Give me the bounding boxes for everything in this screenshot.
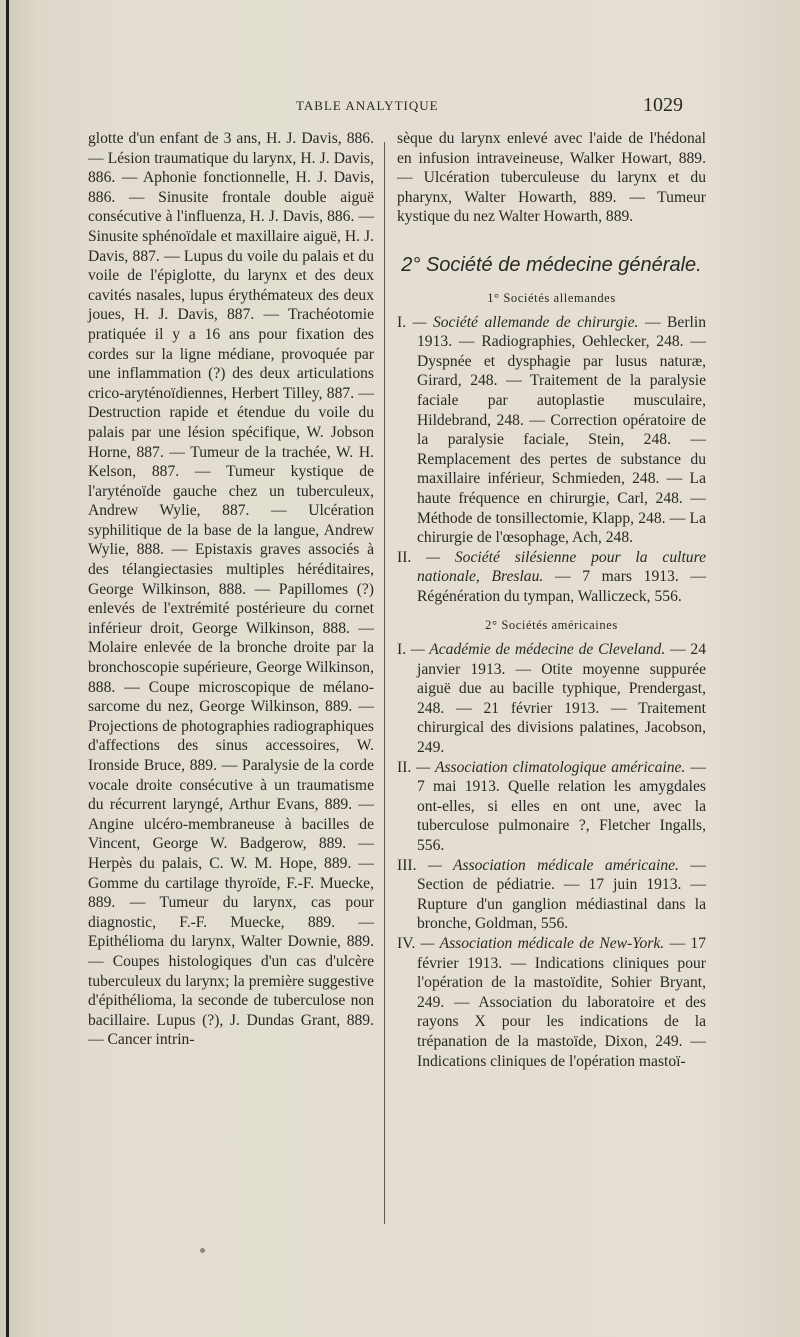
list-item <box>397 856 706 934</box>
section-heading: 2° Société de médecine générale. <box>401 253 702 276</box>
list-item <box>397 934 706 1071</box>
item-title: — Académie de médecine de Cleveland. <box>410 641 666 659</box>
print-speck <box>200 1248 205 1253</box>
item-text: — Section de pédiatrie. — 17 juin 1913. — Rupture d'un ganglion médiastinal dans la bronche, Goldman, 556. <box>417 856 706 933</box>
page-spine-edge <box>6 0 9 1337</box>
list-item <box>397 548 706 607</box>
item-number: II. <box>397 758 412 776</box>
left-column-text: glotte d'un enfant de 3 ans, H. J. Davis, 886. — Lésion traumatique du larynx, H. J. Davis, 886. — Aphonie fonctionnelle, H. J. Davis, 886. — Sinusite frontale double aiguë consécutive à l'influenza, H. J. Davis, 886. — Sinusite sphénoïdale et maxillaire aiguë, H. J. Davis, 887. — Lupus du voile du palais et du voile de l'épiglotte, du larynx et des deux cavités nasales, lupus érythémateux des deux joues, H. J. Davis, 887. — Trachéotomie pratiquée il y a 16 ans pour fixation des cordes sur la ligne médiane, provoquée par une inflammation (?) des deux articulations crico-aryténoïdiennes, Herbert Tilley, 887. — Destruction rapide et étendue du voile du palais par une lésion spécifique, W. Jobson Horne, 887. — Tumeur de la trachée, W. H. Kelson, 887. — Tumeur kystique de l'aryténoïde gauche chez un tuberculeux, Andrew Wylie, 887. — Ulcération syphilitique de la base de la langue, Andrew Wylie, 888. — Epistaxis graves associés à des télangiectasies multiples héréditaires, George Wilkinson, 888. — Papillomes (?) enlevés de l'extrémité postérieure du cornet inférieur droit, George Wilkinson, 888. — Molaire enlevée de la bronche droite par la bronchoscopie supérieure, George Wilkinson, 888. — Coupe microscopique de mélano-sarcome du nez, George Wilkinson, 889. — Projections de photographies radiographiques d'affections des sinus accessoires, W. Ironside Bruce, 889. — Paralysie de la corde vocale droite consécutive à un traumatisme du récurrent laryngé, Arthur Evans, 889. — Angine ulcéro-membraneuse à bacilles de Vincent, George W. Badgerow, 889. — Herpès du palais, C. W. M. Hope, 889. — Gomme du cartilage thyroïde, F.-F. Muecke, 889. — Tumeur du larynx, cas pour diagnostic, F.-F. Muecke, 889. — Epithélioma du larynx, Walter Downie, 889. — Coupes histologiques d'un cas d'ulcère tuberculeux du larynx; la première suggestive d'épithélioma, la seconde de tuberculose non bacillaire. Lupus (?), J. Dundas Grant, 889. — Cancer intrin- <box>88 130 374 1049</box>
item-number: II. <box>397 548 412 566</box>
item-title: — Société allemande de chirurgie. <box>412 313 639 331</box>
list-item <box>397 640 706 758</box>
list-item <box>397 313 706 548</box>
list-item <box>397 758 706 856</box>
item-text: — 7 mars 1913. — Régénération du tympan, Walliczeck, 556. <box>417 568 706 605</box>
right-column-intro: sèque du larynx enlevé avec l'aide de l'hédonal en infusion intraveineuse, Walker Howart, 889. — Ulcération tuberculeuse du larynx et du pharynx, Walter Howarth, 889. — Tumeur kystique du nez Walter Howarth, 889. <box>397 130 706 226</box>
item-number: I. <box>397 641 407 659</box>
right-column <box>397 129 706 1071</box>
item-text: — 7 mai 1913. Quelle relation les amygdales ont-elles, si elles en ont une, avec la tuberculose pulmonaire ?, Fletcher Ingalls, 556. <box>417 758 706 854</box>
item-title: — Association climatologique américaine. <box>416 758 686 776</box>
subsection-heading-american: 2° Sociétés américaines <box>485 618 618 633</box>
running-header <box>0 94 800 118</box>
left-column <box>88 129 374 1050</box>
item-title: — Association médicale américaine. <box>427 856 679 874</box>
item-number: III. <box>397 856 417 874</box>
running-title: TABLE ANALYTIQUE <box>296 98 439 113</box>
page-number: 1029 <box>643 94 683 116</box>
subsection-heading-german: 1° Sociétés allemandes <box>487 290 616 305</box>
item-title: — Association médicale de New-York. <box>420 934 665 952</box>
item-text: — 17 février 1913. — Indications cliniques pour l'opération de la mastoïdite, Sohier Bryant, 249. — Association du laboratoire et des rayons X pour les indications de la trépanation de la mastoïde, Dixon, 249. — Indications cliniques de l'opération mastoï- <box>417 934 707 1070</box>
item-text: — 24 janvier 1913. — Otite moyenne suppurée aiguë due au bacille typhique, Prendergast, 248. — 21 février 1913. — Traitement chirurgical des divisions palatines, Jacobson, 249. <box>417 641 706 757</box>
column-divider <box>384 142 385 1224</box>
item-number: IV. <box>397 934 416 952</box>
item-title: — Société silésienne pour la culture nationale, Breslau. <box>417 548 706 586</box>
item-text: — Berlin 1913. — Radiographies, Oehlecker, 248. — Dyspnée et dysphagie par lusus naturæ, Girard, 248. — Traitement de la paralysie faciale par autoplastie musculaire, Hildebrand, 248. — Correction opératoire de la paralysie faciale, Stein, 248. — Remplacement des pertes de substance du maxillaire inférieur, Schmieden, 248. — La haute fréquence en chirurgie, Carl, 248. — Méthode de tonsillectomie, Klapp, 248. — La chirurgie de l'œsophage, Ach, 248. <box>417 313 706 547</box>
item-number: I. <box>397 313 407 331</box>
